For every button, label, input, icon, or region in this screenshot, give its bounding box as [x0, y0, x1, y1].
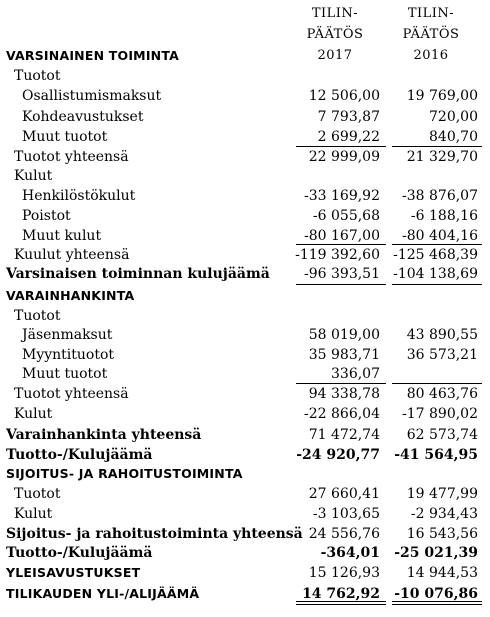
value-2016: 720,00: [429, 109, 478, 125]
row-label: Myyntituotot: [22, 347, 115, 363]
section-total-row: [0, 524, 490, 544]
value-2016: 43 890,55: [406, 327, 478, 343]
section-heading: [0, 286, 490, 306]
row-label: TILIKAUDEN YLI-/ALIJÄÄMÄ: [6, 586, 200, 601]
value-2017: -96 393,51: [304, 266, 380, 282]
line-item: [0, 504, 490, 524]
rule-line: [296, 604, 386, 605]
row-label: Jäsenmaksut: [22, 327, 113, 343]
value-2017: -24 920,77: [296, 447, 380, 463]
row-label: Tuotot: [14, 486, 61, 502]
row-label: Muut kulut: [22, 228, 102, 244]
row-label: Varainhankinta yhteensä: [6, 427, 202, 443]
value-2016: 19 769,00: [406, 88, 478, 104]
value-2017: 12 506,00: [308, 88, 380, 104]
rule-line: [392, 244, 482, 245]
row-label: SIJOITUS- JA RAHOITUSTOIMINTA: [6, 466, 243, 481]
value-2017: -22 866,04: [304, 406, 380, 422]
line-item: [0, 345, 490, 365]
subtotal-row: [0, 147, 490, 167]
value-2017: -119 392,60: [295, 247, 380, 263]
row-label: Kulut: [14, 406, 53, 422]
column-header-line: PÄÄTÖS: [402, 27, 460, 42]
row-label: Kulut: [14, 506, 53, 522]
row-label: Poistot: [22, 208, 71, 224]
row-label: Tuotot yhteensä: [14, 149, 129, 165]
value-2017: 24 556,76: [308, 526, 380, 542]
section-heading: [0, 563, 490, 583]
value-2016: 21 329,70: [406, 149, 478, 165]
row-label: Tuotot yhteensä: [14, 386, 129, 402]
row-label: Osallistumismaksut: [22, 88, 162, 104]
rule-line: [392, 146, 482, 147]
row-label: VARAINHANKINTA: [6, 288, 135, 303]
value-2016: 62 573,74: [406, 427, 478, 443]
section-result-row: [0, 264, 490, 284]
row-label: Tuotto-/Kulujäämä: [6, 545, 153, 561]
column-header-line: TILIN-: [311, 6, 359, 21]
column-header-year: 2017: [317, 48, 353, 63]
row-label: Muut tuotot: [22, 129, 108, 145]
value-2017: 14 762,92: [302, 586, 380, 602]
section-total-row: [0, 425, 490, 445]
value-2017: 71 472,74: [308, 427, 380, 443]
value-2017: 336,07: [331, 366, 380, 382]
value-2016: -17 890,02: [402, 406, 478, 422]
subtotal-row: [0, 245, 490, 265]
column-header-line: PÄÄTÖS: [306, 27, 364, 42]
line-item: [0, 186, 490, 206]
row-label: Tuotto-/Kulujäämä: [6, 447, 153, 463]
group-heading: [0, 166, 490, 186]
value-2017: -6 055,68: [312, 208, 380, 224]
row-label: YLEISAVUSTUKSET: [6, 565, 141, 580]
line-item: [0, 404, 490, 424]
line-item: [0, 206, 490, 226]
rule-line: [392, 383, 482, 384]
value-2016: -6 188,16: [410, 208, 478, 224]
value-2016: 19 477,99: [406, 486, 478, 502]
row-label: Kuulut yhteensä: [14, 247, 130, 263]
section-result-row: [0, 445, 490, 465]
value-2017: 2 699,22: [317, 129, 380, 145]
column-header-year: 2016: [413, 48, 449, 63]
line-item: [0, 364, 490, 384]
value-2017: 7 793,87: [317, 109, 380, 125]
value-2016: 840,70: [429, 129, 478, 145]
value-2016: -41 564,95: [394, 447, 478, 463]
value-2017: 58 019,00: [308, 327, 380, 343]
subtotal-row: [0, 384, 490, 404]
value-2017: 22 999,09: [308, 149, 380, 165]
row-label: Varsinaisen toiminnan kulujäämä: [6, 266, 270, 282]
row-label: Muut tuotot: [22, 366, 108, 382]
value-2017: -364,01: [320, 545, 380, 561]
row-label: Kohdeavustukset: [22, 109, 144, 125]
section-heading: [0, 464, 490, 484]
section-result-row: [0, 543, 490, 563]
value-2016: 36 573,21: [406, 347, 478, 363]
row-label: Kulut: [14, 168, 53, 184]
group-heading: [0, 66, 490, 86]
rule-line: [296, 383, 386, 384]
value-2016: 80 463,76: [406, 386, 478, 402]
value-2017: -3 103,65: [312, 506, 380, 522]
value-2016: -25 021,39: [394, 545, 478, 561]
value-2016: -10 076,86: [394, 586, 478, 602]
value-2016: 14 944,53: [406, 565, 478, 581]
row-label: Tuotot: [14, 308, 61, 324]
line-item: [0, 107, 490, 127]
value-2016: -2 934,43: [410, 506, 478, 522]
rule-line: [392, 284, 482, 285]
value-2016: -104 138,69: [393, 266, 478, 282]
line-item: [0, 325, 490, 345]
column-header-line: TILIN-: [407, 6, 455, 21]
value-2016: -125 468,39: [393, 247, 478, 263]
line-item: [0, 86, 490, 106]
row-label: Tuotot: [14, 68, 61, 84]
rule-line: [296, 284, 386, 285]
value-2017: 15 126,93: [308, 565, 380, 581]
row-label: VARSINAINEN TOIMINTA: [6, 48, 179, 63]
value-2017: 35 983,71: [308, 347, 380, 363]
value-2017: 94 338,78: [308, 386, 380, 402]
value-2017: 27 660,41: [308, 486, 380, 502]
line-item: [0, 484, 490, 504]
value-2016: -38 876,07: [402, 188, 478, 204]
section-heading: [0, 46, 490, 66]
line-item: [0, 127, 490, 147]
value-2017: -33 169,92: [304, 188, 380, 204]
value-2016: 16 543,56: [406, 526, 478, 542]
row-label: Henkilöstökulut: [22, 188, 136, 204]
rule-line: [296, 601, 386, 602]
line-item: [0, 226, 490, 246]
rule-line: [296, 146, 386, 147]
rule-line: [296, 244, 386, 245]
row-label: Sijoitus- ja rahoitustoiminta yhteensä: [6, 526, 303, 542]
value-2017: -80 167,00: [304, 228, 380, 244]
rule-line: [392, 604, 482, 605]
rule-line: [392, 601, 482, 602]
value-2016: -80 404,16: [402, 228, 478, 244]
group-heading: [0, 306, 490, 326]
